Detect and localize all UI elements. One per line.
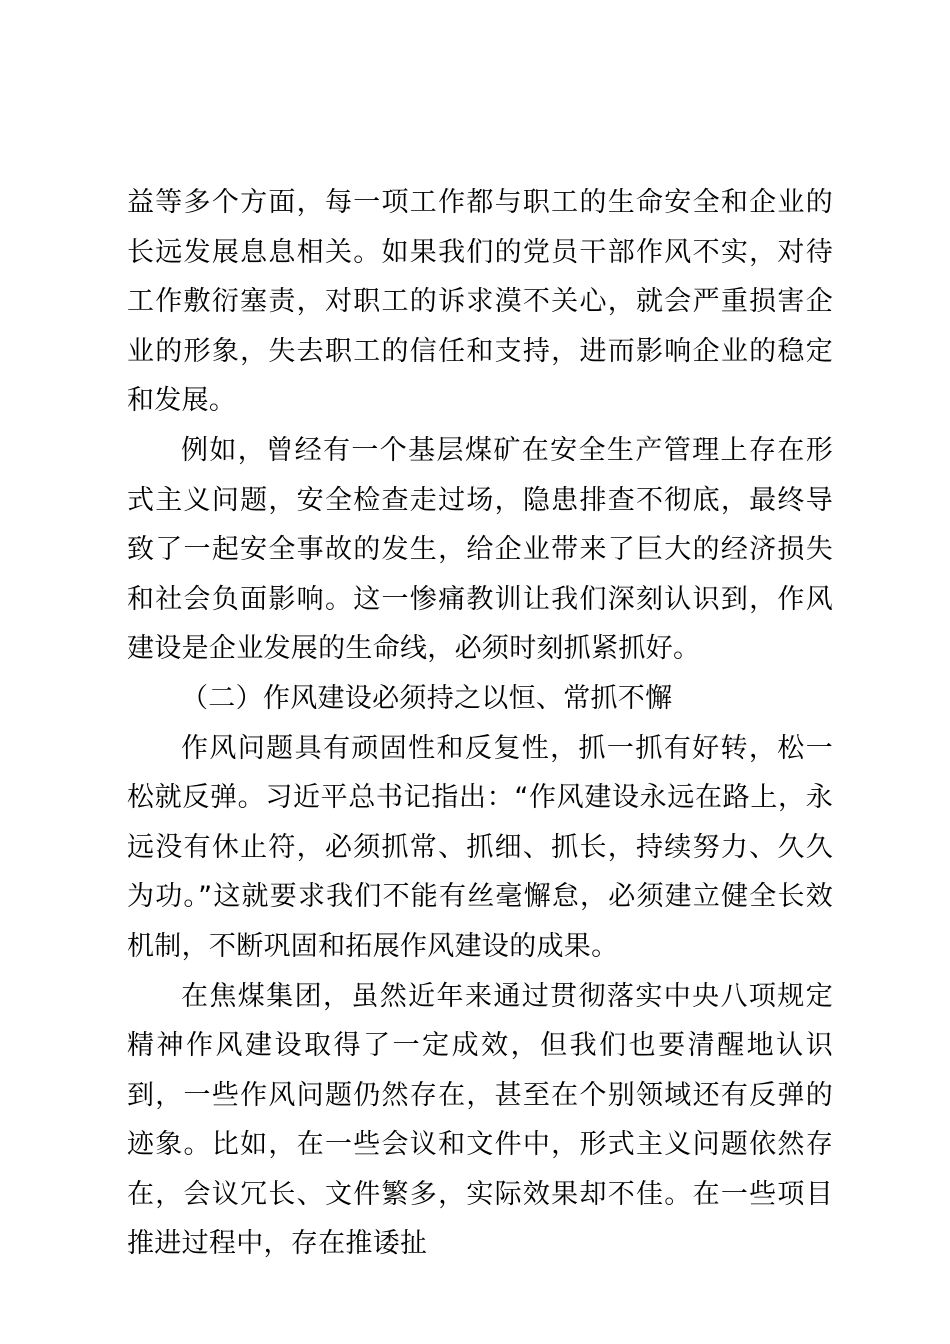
section-heading: （二）作风建设必须持之以恒、常抓不懈 [181,682,673,714]
paragraph-continuation: 益等多个方面，每一项工作都与职工的生命安全和企业的长远发展息息相关。如果我们的党员干部作风不实，对待工作敷衍塞责，对职工的诉求漠不关心，就会严重损害企业的形象，失去职工的信任和支持，进而影响企业的稳定和发展。 [127,187,833,417]
paragraph-jiaomei-group: 在焦煤集团，虽然近年来通过贯彻落实中央八项规定精神作风建设取得了一定成效，但我们也要清醒地认识到，一些作风问题仍然存在，甚至在个别领域还有反弹的迹象。比如，在一些会议和文件中，形式主义问题依然存在，会议冗长、文件繁多，实际效果却不佳。在一些项目推进过程中，存在推诿扯 [127,980,833,1260]
paragraph-example-coal-mine: 例如，曾经有一个基层煤矿在安全生产管理上存在形式主义问题，安全检查走过场，隐患排查不彻底，最终导致了一起安全事故的发生，给企业带来了巨大的经济损失和社会负面影响。这一惨痛教训让我们深刻认识到，作风建设是企业发展的生命线，必须时刻抓紧抓好。 [127,434,833,665]
document-page [127,178,833,1269]
paragraph-persistence: 作风问题具有顽固性和反复性，抓一抓有好转，松一松就反弹。习近平总书记指出：“作风建设永远在路上，永远没有休止符，必须抓常、抓细、抓长，持续努力、久久为功。”这就要求我们不能有丝毫懈怠，必须建立健全长效机制，不断巩固和拓展作风建设的成果。 [127,732,833,962]
